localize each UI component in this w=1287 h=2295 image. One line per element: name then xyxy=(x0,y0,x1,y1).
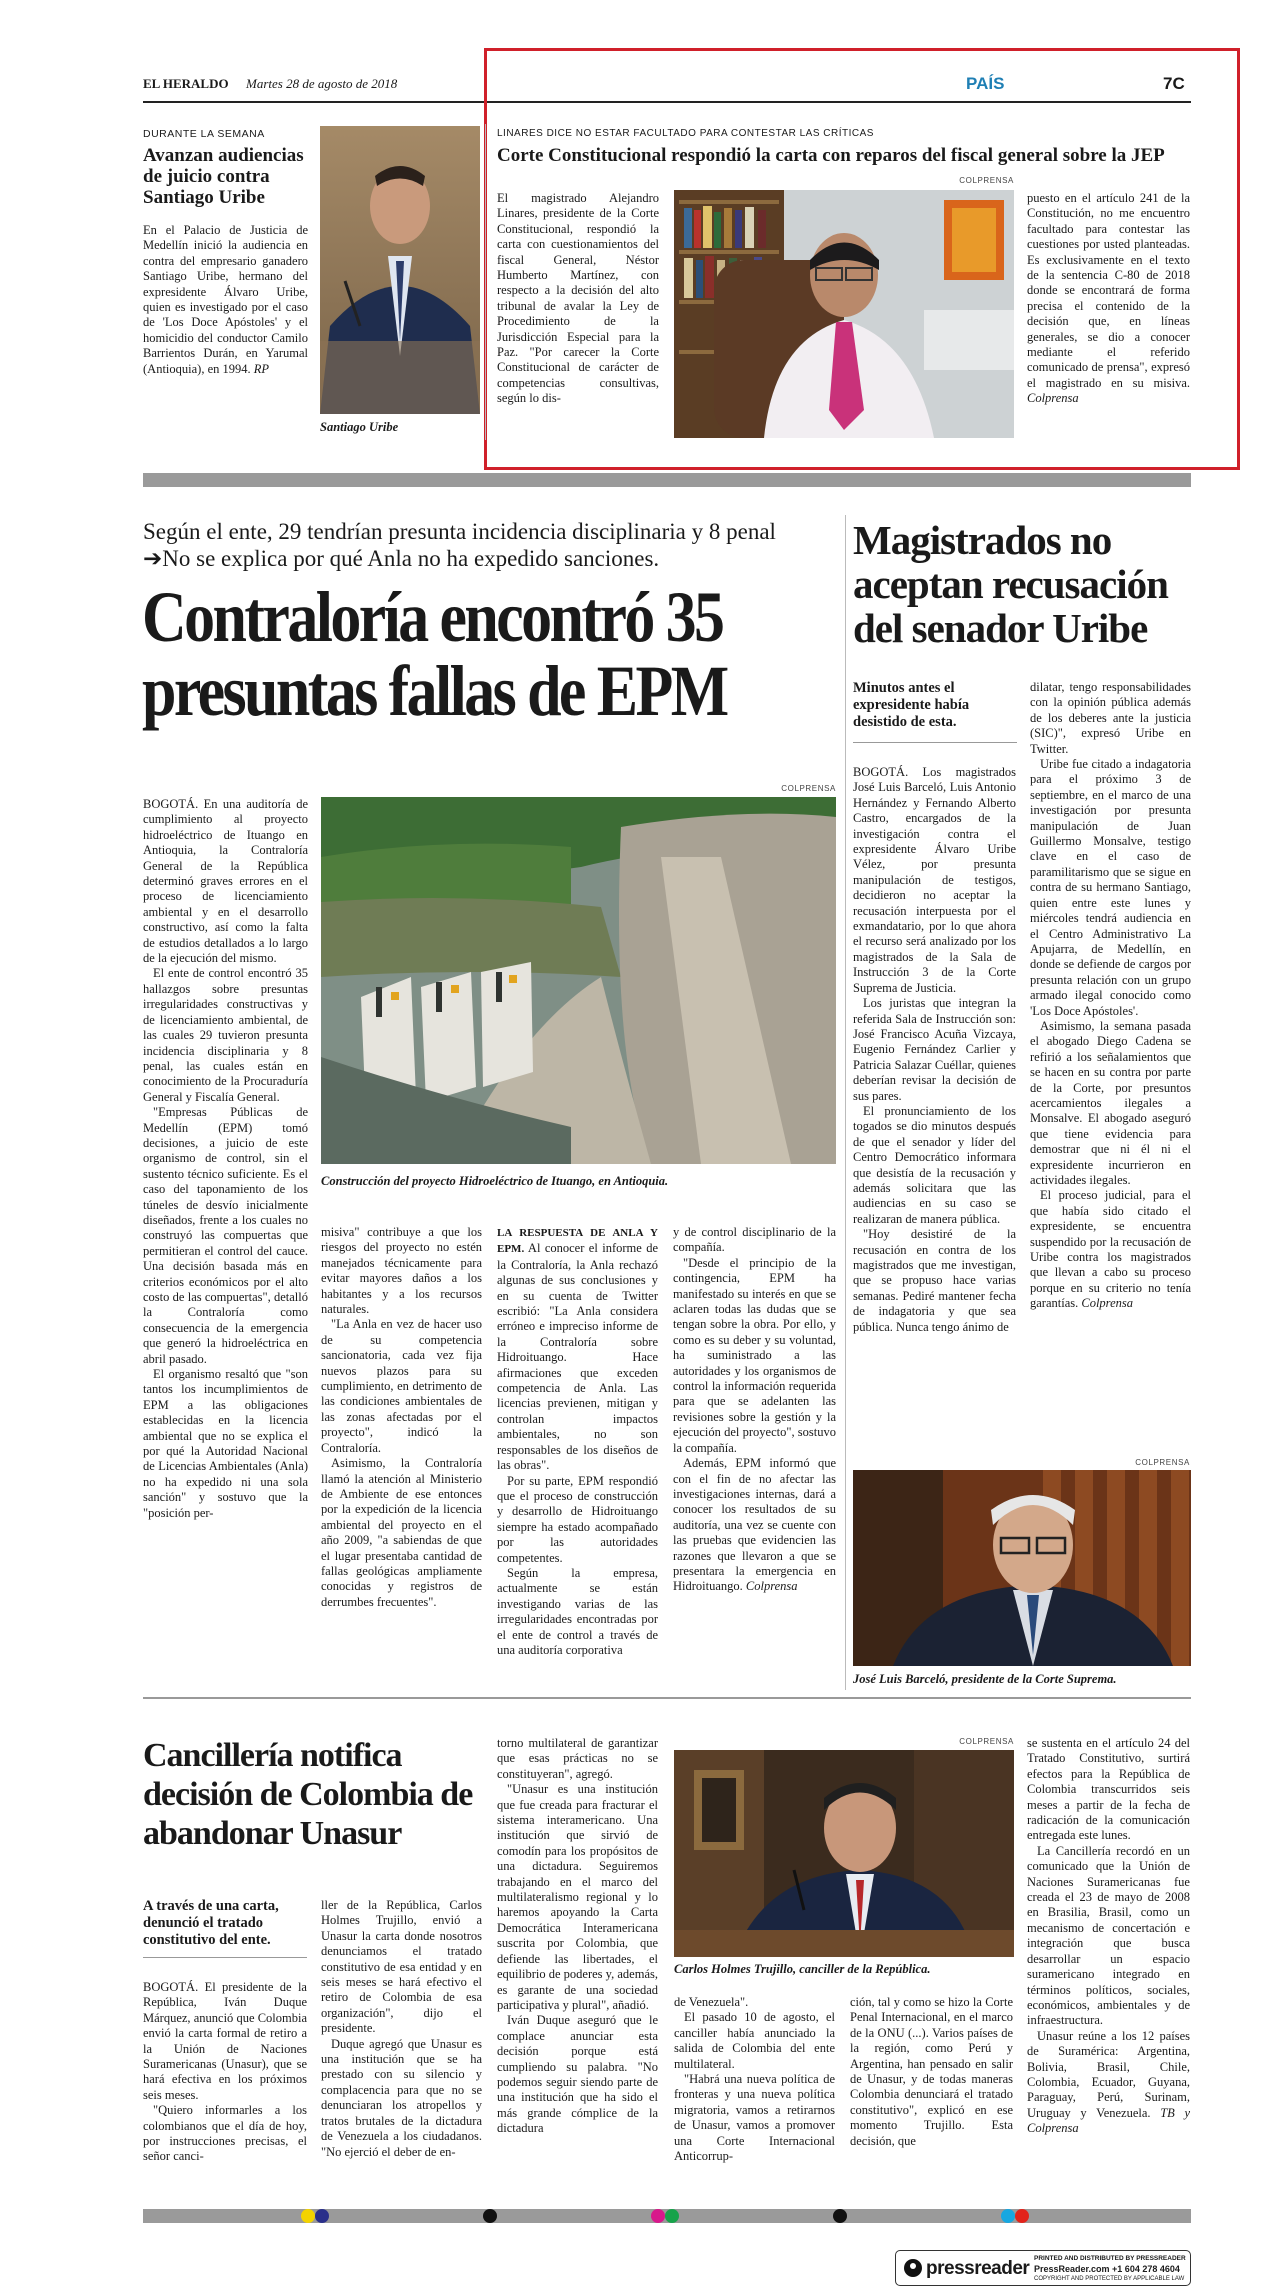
epm-col3-p: Según la empresa, actualmente se están investigando varias de las irregularidades encontradas por el ente de control a través de una auditoría corporativa xyxy=(497,1565,658,1657)
unasur-col3-p: Iván Duque aseguró que le complace anunciar esta decisión porque está cumpliendo su palabra. "No podemos seguir siendo parte de una institución que ha sido el más grande cómplice de la dictadura xyxy=(497,2013,658,2136)
jep-body-col2: puesto en el artículo 241 de la Constitución, no me encuentro facultado para contestar las cuestiones por usted planteadas. Es exclusivamente en el texto de la sentencia C-80 de 2018 donde se encontrará de forma precisa el contenido de la decisión que, en líneas generales, se dio a conocer mediante el referido comunicado de prensa", expresó el magistrado en su misiva. Colprensa xyxy=(1027,191,1190,406)
registration-dot-blue xyxy=(315,2209,329,2223)
unasur-col4-p: "Habrá una nueva política de fronteras y una nueva política migratoria, vamos a retirarnos de Unasur, vamos a promover una Corte Internacional Anticorrup- xyxy=(674,2072,835,2164)
magistrados-col2-p: dilatar, tengo responsabilidades con la opinión pública además de los deberes ante la justicia (SIC)", expresó Uribe en Twitter. xyxy=(1030,680,1191,756)
unasur-photo xyxy=(674,1750,1014,1957)
unasur-body-col6 xyxy=(1027,1736,1190,2137)
unasur-sign: TB y Colprensa xyxy=(1027,2105,1190,2136)
unasur-body-col2 xyxy=(321,1898,482,2160)
epm-body-col1 xyxy=(143,797,308,1521)
santiago-headline: Avanzan audiencias de juicio contra Santiago Uribe xyxy=(143,145,304,208)
epm-col2-p: "La Anla en vez de hacer uso de su competencia sancionatoria, cada vez fija nuevos plazos para su cumplimiento, en detrimento de las condiciones ambientales de las zonas afectadas por el proyecto", indicó la Contraloría. xyxy=(321,1317,482,1455)
epm-col3-p: Por su parte, EPM respondió que el proceso de construcción y desarrollo de Hidroituango siempre ha estado acompañado por las autoridades competentes. xyxy=(497,1473,658,1565)
unasur-col4-p: de Venezuela". xyxy=(674,1995,749,2009)
epm-col1-p: El ente de control encontró 35 hallazgos sobre presuntas irregularidades constructivas y de licenciamiento ambiental, de las cuales 29 tuvieron presunta incidencia disciplinaria y 8 penal, las cuales están en conocimiento de la Procuraduría General y Fiscalía General. xyxy=(143,966,308,1104)
magistrados-caption: José Luis Barceló, presidente de la Corte Suprema. xyxy=(853,1672,1117,1686)
magistrados-photo xyxy=(853,1470,1191,1666)
magistrados-col1-p: BOGOTÁ. Los magistrados José Luis Barceló, Luis Antonio Hernández y Fernando Alberto Castro, encargados de la investigación contra el expresidente Álvaro Uribe Vélez, por presunta manipulación de testigos, decidieron no aceptar la recusación interpuesta por el exmandatario, por lo que ahora el recurso será analizado por los magistrados de la Sala de Instrucción 3 de la Corte Suprema de Justicia. xyxy=(853,765,1016,995)
section-separator-bar xyxy=(143,473,1191,487)
unasur-body-col5 xyxy=(850,1995,1013,2149)
magistrados-deck: Minutos antes el expresidente había desistido de esta. xyxy=(853,680,970,730)
jep-photo xyxy=(674,190,1014,438)
epm-body-col4 xyxy=(673,1225,836,1595)
pressreader-brand: pressreader xyxy=(926,2258,1030,2279)
epm-col1-p: "Empresas Públicas de Medellín (EPM) tomó decisiones, a juicio de este organismo de control, sin el sustento técnico suficiente. Es el caso del taponamiento de los túneles de desvío inicialmente diseñados, frente a los cuales no construyó las compuertas que permitieran el control del cauce. Una decisión basada más en criterios económicos por el alto costo de las compuertas", detalló la Contraloría como consecuencia de la emergencia que generó la hidroeléctrica en abril pasado. xyxy=(143,1105,308,1366)
unasur-col6-p: La Cancillería recordó en un comunicado que la Unión de Naciones Suramericanas fue creada el 23 de mayo de 2008 en Brasilia, Brasil, como un mecanismo de concertación e integración que busca desarrollar un espacio suramericano integrado en términos políticos, sociales, económicos, ambientales y de infraestructura. xyxy=(1027,1843,1190,2028)
epm-photo xyxy=(321,797,836,1164)
magistrados-col1-p: El pronunciamiento de los togados se dio minutos después de que el senador y líder del Centro Democrático informara que desistía de la recusación y además solicitara que las audiencias en su caso se realizaran de manera pública. xyxy=(853,1103,1016,1226)
epm-col1-p: El organismo resaltó que "son tantos los incumplimientos de EPM a las obligaciones establecidas en la licencia ambiental que no se explica el por qué la Autoridad Nacional de Licencias Ambientales (Anla) no ha expedido ni una sola sanción" y sostuvo que la "posición per- xyxy=(143,1367,308,1520)
jep-column-rule xyxy=(485,124,486,440)
epm-col4-p: "Desde el principio de la contingencia, EPM ha manifestado su interés en que se aclaren todas las dudas que se tengan sobre la obra. Por ello, y como es su deber y su voluntad, ha suministrado a las autoridades y los organismos de control la información requerida para que se adelanten las revisiones sobre la gestión y la ejecución del proyecto", sostuvo la compañía. xyxy=(673,1255,836,1455)
unasur-col2-p: ller de la República, Carlos Holmes Trujillo, envió a Unasur la carta donde nosotros denunciamos el tratado constitutivo de esa entidad y en seis meses se hará efectivo el retiro de Colombia de esa organización", dijo el presidente. xyxy=(321,1898,482,2036)
unasur-col3-p: torno multilateral de garantizar que esas prácticas no se constituyeran", agregó. xyxy=(497,1736,658,1781)
santiago-sign: RP xyxy=(253,361,270,376)
registration-dot-yellow xyxy=(301,2209,315,2223)
jep-headline: Corte Constitucional respondió la carta con reparos del fiscal general sobre la JEP xyxy=(497,145,1165,166)
unasur-col1-p: BOGOTÁ. El presidente de la República, Iván Duque Márquez, anunció que Colombia envió la carta formal de retiro a la Unión de Naciones Suramericanas (Unasur), que se hará efectiva en los próximos seis meses. xyxy=(143,1980,307,2102)
unasur-top-rule xyxy=(143,1697,1191,1699)
epm-col2-p: misiva" contribuye a que los riesgos del proyecto no estén manejados técnicamente para evitar mayores daños a los habitantes y a los recursos naturales. xyxy=(321,1225,482,1317)
registration-dot-green xyxy=(665,2209,679,2223)
magistrados-col2-p: Asimismo, la semana pasada el abogado Diego Cadena se refirió a los señalamientos que se hacen en su contra por parte de la Corte, por presuntos acercamientos ilegales a Monsalve. El abogado aseguró que tiene evidencia para demostrar que ni él ni el expresidente incurrieron en actividades ilegales. xyxy=(1030,1018,1191,1187)
unasur-col1-p: "Quiero informarles a los colombianos que el día de hoy, por instrucciones precisas, el señor canci- xyxy=(143,2103,307,2164)
registration-dot-black xyxy=(483,2209,497,2223)
santiago-caption: Santiago Uribe xyxy=(320,420,399,434)
unasur-col4-p: El pasado 10 de agosto, el canciller había anunciado la salida de Colombia del ente multilateral. xyxy=(674,2010,835,2071)
unasur-col6-p: Unasur reúne a los 12 países de Suramérica: Argentina, Bolivia, Brasil, Chile, Colombia, Ecuador, Guyana, Paraguay, Perú, Surinam, Uruguay y Venezuela. TB y Colprensa xyxy=(1027,2028,1190,2136)
pressreader-line1: PRINTED AND DISTRIBUTED BY PRESSREADER xyxy=(1034,2255,1186,2262)
unasur-photo-credit: COLPRENSA xyxy=(959,1737,1014,1746)
epm-body-col3 xyxy=(497,1225,658,1658)
epm-col4-p: Además, EPM informó que con el fin de no afectar las investigaciones internas, dará a conocer los resultados de su auditoría, una vez se cuente con las pruebas que evidencien las razones que llevaron a que se presentara la emergencia en Hidroituango. Colprensa xyxy=(673,1456,836,1594)
magistrados-photo-credit: COLPRENSA xyxy=(1135,1458,1190,1467)
unasur-headline: Cancillería notifica decisión de Colombia de abandonar Unasur xyxy=(143,1737,473,1852)
registration-dot-cyan xyxy=(1001,2209,1015,2223)
magistrados-deck-rule xyxy=(853,742,1017,743)
magistrados-col1-p: "Hoy desistiré de la recusación en contra de los magistrados que me investigan, que se propuso hace varias semanas. Pediré mantener fecha de indagatoria y que sea pública. Nunca tengo ánimo de xyxy=(853,1227,1016,1334)
unasur-body-col1 xyxy=(143,1980,307,2165)
section-label: PAÍS xyxy=(966,74,1005,93)
registration-dot-black xyxy=(833,2209,847,2223)
unasur-deck: A través de una carta, denunció el tratado constitutivo del ente. xyxy=(143,1898,279,1948)
pressreader-line3: COPYRIGHT AND PROTECTED BY APPLICABLE LAW xyxy=(1034,2276,1185,2282)
epm-sign: Colprensa xyxy=(745,1579,798,1594)
magistrados-col2-p: Uribe fue citado a indagatoria para el próximo 3 de septiembre, en el marco de una investigación por presunta manipulación de Juan Guillermo Monsalve, testigo clave en el caso de paramilitarismo que se sigue en contra de su hermano Santiago, quien entre este lunes y miércoles tendrá audiencia en el Centro Administrativo La Apujarra, de Medellín, en donde se defiende de cargos por presunta relación con un grupo armado ilegal conocido como 'Los Doce Apóstoles'. xyxy=(1030,757,1191,1018)
magistrados-body-col2 xyxy=(1030,680,1191,1312)
print-color-bar xyxy=(143,2209,1191,2223)
pressreader-logo-icon xyxy=(904,2259,922,2277)
jep-sign: Colprensa xyxy=(1027,391,1079,406)
jep-kicker: LINARES DICE NO ESTAR FACULTADO PARA CONTESTAR LAS CRÍTICAS xyxy=(497,128,874,139)
epm-caption: Construcción del proyecto Hidroeléctrico de Ituango, en Antioquia. xyxy=(321,1174,669,1188)
pressreader-line2: PressReader.com +1 604 278 4604 xyxy=(1034,2264,1180,2274)
magistrados-col2-p: El proceso judicial, para el que había sido citado el expresidente, se encuentra suspendido por la recusación de Uribe contra los magistrados que llevan a cabo su proceso porque en su criterio no tenía garantías. Colprensa xyxy=(1030,1188,1191,1311)
epm-col4-p: y de control disciplinario de la compañía. xyxy=(673,1225,836,1255)
santiago-kicker: DURANTE LA SEMANA xyxy=(143,128,265,140)
page-number: 7C xyxy=(1163,74,1185,93)
unasur-caption: Carlos Holmes Trujillo, canciller de la República. xyxy=(674,1962,931,1976)
epm-headline: Contraloría encontró 35 presuntas fallas de EPM xyxy=(142,577,727,731)
magistrados-sign: Colprensa xyxy=(1081,1296,1133,1311)
registration-dot-red xyxy=(1015,2209,1029,2223)
epm-col3-p: LA RESPUESTA DE ANLA Y EPM. Al conocer el informe de la Contraloría, la Anla rechazó algunas de sus conclusiones y en su cuenta de Twitter escribió: "La Anla considera erróneo e impreciso informe de la Contraloría sobre Hidroituango. Hace afirmaciones que exceden competencia de Anla. Las licencias previenen, mitigan y controlan impactos ambientales, no son responsables de los diseños de las obras". xyxy=(497,1227,658,1473)
column-divider xyxy=(845,515,846,1690)
unasur-deck-rule xyxy=(143,1957,307,1958)
epm-body-col2 xyxy=(321,1225,482,1610)
magistrados-headline: Magistrados no aceptan recusación del senador Uribe xyxy=(853,517,1168,651)
pressreader-badge[interactable] xyxy=(895,2250,1191,2286)
unasur-col2-p: Duque agregó que Unasur es una institución que se ha prestado con su silencio y complacencia para que no se denunciaran los atropellos y tratos brutales de la dictadura de Venezuela a los ciudadanos. "No ejerció el deber de en- xyxy=(321,2036,482,2159)
unasur-body-col4 xyxy=(674,1995,835,2164)
masthead-date: Martes 28 de agosto de 2018 xyxy=(246,76,398,91)
santiago-photo xyxy=(320,126,480,414)
jep-photo-credit: COLPRENSA xyxy=(959,176,1014,185)
epm-col1-p: BOGOTÁ. En una auditoría de cumplimiento al proyecto hidroeléctrico de Ituango en Antioquia, la Contraloría General de la República determinó graves errores en el proceso de licenciamiento ambiental y en el desarrollo constructivo, así como la falta de estudios detallados a lo largo de la ejecución del mismo. xyxy=(143,797,308,966)
epm-subhead: LA RESPUESTA DE ANLA Y EPM. xyxy=(497,1227,658,1256)
unasur-col3-p: "Unasur es una institución que fue creada para fracturar el sistema interamericano. Una institución que sirvió de comodín para los propósitos de una dictadura. Seguiremos trabajando en el marco del multilateralismo regional y lo haremos apoyando la Carta Democrática Interamericana suscrita por Colombia, que defiende las libertades, el equilibrio de poderes y, además, es garante de una sociedad participativa y plural", añadió. xyxy=(497,1782,658,2012)
masthead-paper: EL HERALDO xyxy=(143,76,229,91)
magistrados-body-col1 xyxy=(853,765,1016,1335)
magistrados-col1-p: Los juristas que integran la referida Sala de Instrucción son: José Francisco Acuña Vizcaya, Eugenio Fernández Carlier y Patricia Salazar Cuéllar, quienes deberían revisar la decisión de sus pares. xyxy=(853,996,1016,1103)
unasur-body-col3 xyxy=(497,1736,658,2137)
santiago-body: En el Palacio de Justicia de Medellín inició la audiencia en contra del empresario ganadero Santiago Uribe, hermano del expresidente Álvaro Uribe, quien es investigado por el caso de 'Los Doce Apóstoles' y el homicidio del conductor Camilo Barrientos Durán, en Yarumal (Antioquia), en 1994. RP xyxy=(143,223,308,376)
jep-body-col1: El magistrado Alejandro Linares, presidente de la Corte Constitucional, respondió la carta con cuestionamientos del fiscal General, Néstor Humberto Martínez, con respecto a la decisión del alto tribunal de avalar la Ley de Procedimiento de la Jurisdicción Especial para la Paz. "Por carecer la Corte Constitucional de carácter de competencias consultivas, según lo dis- xyxy=(497,191,659,406)
epm-photo-credit: COLPRENSA xyxy=(781,784,836,793)
epm-col2-p: Asimismo, la Contraloría llamó la atención al Ministerio de Ambiente de ese entonces por la expedición de la licencia ambiental del proyecto en el año 2009, "a sabiendas de que el lugar presentaba cantidad de fallas geológicas ampliamente conocidas y registros de derrumbes frecuentes". xyxy=(321,1456,482,1609)
unasur-col6-p: se sustenta en el artículo 24 del Tratado Constitutivo, surtirá efectos para la República de Colombia transcurridos seis meses a partir de la fecha de radicación de la comunicación entregada este lunes. xyxy=(1027,1736,1190,1843)
unasur-col5-p: ción, tal y como se hizo la Corte Penal Internacional, en el marco de la ONU (...). Varios países de la región, como Perú y Argentina, han pensado en salir de Unasur, y de todas maneras Colombia denunciará el tratado constitutivo", explicó en ese momento Trujillo. Esta decisión, que xyxy=(850,1995,1013,2148)
epm-deck: Según el ente, 29 tendrían presunta incidencia disciplinaria y 8 penal ➔No se explica por qué Anla no ha expedido sanciones. xyxy=(143,519,776,571)
registration-dot-magenta xyxy=(651,2209,665,2223)
